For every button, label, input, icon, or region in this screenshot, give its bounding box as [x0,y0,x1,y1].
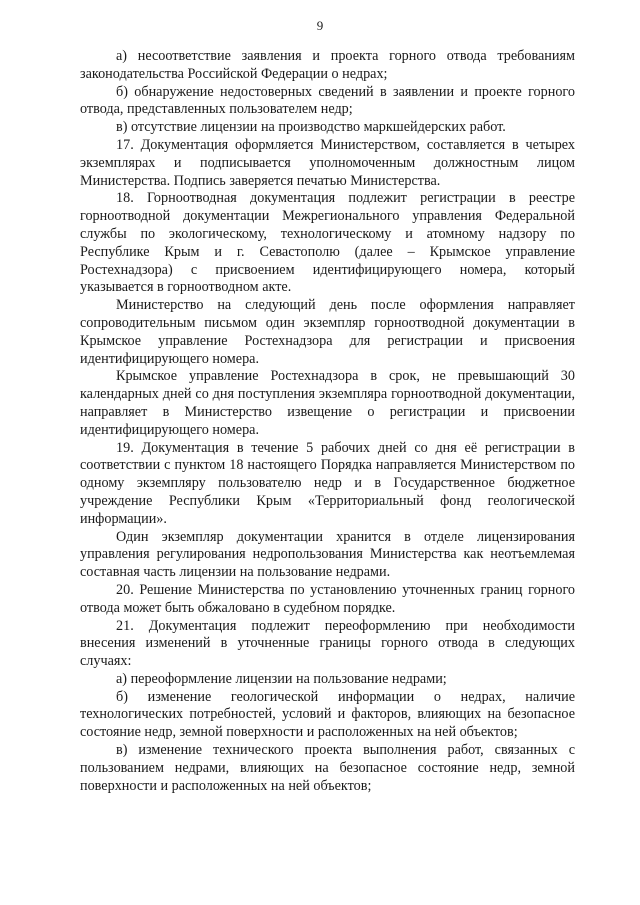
paragraph: в) изменение технического проекта выполнения работ, связанных с пользованием недрами, влияющих на безопасное состояние недр, земной поверхности и расположенных на ней объектов; [80,742,575,794]
paragraph: 19. Документация в течение 5 рабочих дней со дня её регистрации в соответствии с пунктом 18 настоящего Порядка направляется Министерством по одному экземпляру пользователю недр и в Государственное бюджетное учреждение Республики Крым «Территориальный фонд геологической информации». [80,439,575,527]
paragraph: Министерство на следующий день после оформления направляет сопроводительным письмом один экземпляр горноотводной документации в Крымское управление Ростехнадзора для регистрации и присвоения идентифицирующего номера. [80,297,575,367]
paragraph: 17. Документация оформляется Министерством, составляется в четырех экземплярах и подписывается уполномоченным должностным лицом Министерства. Подпись заверяется печатью Министерства. [80,136,575,189]
paragraph: 21. Документация подлежит переоформлению при необходимости внесения изменений в уточненные границы горного отвода в следующих случаях: [80,617,575,670]
document-body [80,48,575,795]
paragraph: б) изменение геологической информации о недрах, наличие технологических потребностей, условий и факторов, влияющих на безопасное состояние недр, земной поверхности и расположенных на ней объектов; [80,688,575,741]
paragraph: а) переоформление лицензии на пользование недрами; [116,670,447,687]
paragraph: Крымское управление Ростехнадзора в срок, не превышающий 30 календарных дней со дня поступления экземпляра горноотводной документации, направляет в Министерство извещение о регистрации и присвоении идентифицирующего номера. [80,368,575,438]
paragraph: в) отсутствие лицензии на производство маркшейдерских работ. [116,119,506,136]
paragraph: Один экземпляр документации хранится в отделе лицензирования управления регулирования недропользования Министерства как неотъемлемая составная часть лицензии на пользование недрами. [80,528,575,581]
paragraph: б) обнаружение недостоверных сведений в заявлении и проекте горного отвода, представленных пользователем недр; [80,83,575,118]
page-number: 9 [316,18,324,33]
paragraph: а) несоответствие заявления и проекта горного отвода требованиям законодательства Российской Федерации о недрах; [80,48,575,82]
paragraph: 20. Решение Министерства по установлению уточненных границ горного отвода может быть обжаловано в судебном порядке. [80,581,575,616]
paragraph: 18. Горноотводная документация подлежит регистрации в реестре горноотводной документации Межрегионального управления Федеральной службы по экологическому, технологическому и атомному надзору по Республике Крым и г. Севастополю (далее – Крымское управление Ростехнадзора) с присвоением идентифицирующего номера, который указывается в горноотводном акте. [80,190,575,296]
